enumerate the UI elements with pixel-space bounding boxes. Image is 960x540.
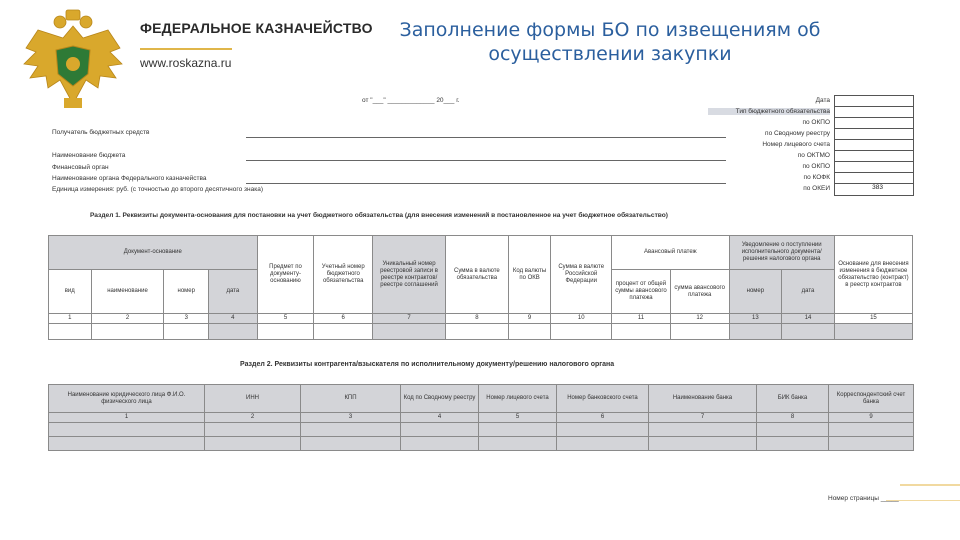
oktmo-label: по ОКТМО xyxy=(797,152,830,159)
date-code-label: Дата xyxy=(815,97,830,104)
table-cell[interactable] xyxy=(301,423,401,437)
recipient-label: Получатель бюджетных средств xyxy=(52,129,150,136)
notice-date-header: дата xyxy=(782,270,835,314)
advance-sum-header: сумма авансового платежа xyxy=(670,270,729,314)
treasury-underline xyxy=(246,183,726,184)
col-number: 3 xyxy=(164,314,209,324)
finance-body-label: Финансовый орган xyxy=(52,164,109,171)
unique-number-header: Уникальный номер реестровой записи в реестре контрактов/реестре соглашений xyxy=(373,236,446,314)
s2-org-name-header: Наименование юридического лица Ф.И.О. физического лица xyxy=(49,385,205,413)
s2-personal-account-header: Номер лицевого счета xyxy=(479,385,557,413)
currency-code-header: Код валюты по ОКВ xyxy=(508,236,551,314)
col-number: 6 xyxy=(557,413,649,423)
col-number: 12 xyxy=(670,314,729,324)
col-number: 6 xyxy=(314,314,373,324)
okpo2-label: по ОКПО xyxy=(802,163,830,170)
col-number: 7 xyxy=(373,314,446,324)
code-cell[interactable] xyxy=(835,173,913,184)
org-name: ФЕДЕРАЛЬНОЕ КАЗНАЧЕЙСТВО xyxy=(140,20,373,36)
table-cell[interactable] xyxy=(205,437,301,451)
code-cell[interactable] xyxy=(835,96,913,107)
section2-title: Раздел 2. Реквизиты контрагента/взыскателя по исполнительному документу/решению налогового органа xyxy=(240,361,615,368)
table-cell[interactable] xyxy=(757,437,829,451)
s2-bank-account-header: Номер банковского счета xyxy=(557,385,649,413)
advance-pct-header: процент от общей суммы авансового платежа xyxy=(612,270,671,314)
col-number: 5 xyxy=(257,314,314,324)
table-cell[interactable] xyxy=(508,324,551,340)
website-link[interactable]: www.roskazna.ru xyxy=(140,56,232,70)
col-number: 1 xyxy=(49,314,92,324)
org-divider xyxy=(140,48,232,50)
table-cell[interactable] xyxy=(49,324,92,340)
code-cell[interactable] xyxy=(835,140,913,151)
sum-currency-header: Сумма в валюте обязательства xyxy=(446,236,509,314)
budget-name-label: Наименование бюджета xyxy=(52,152,126,159)
col-number: 7 xyxy=(649,413,757,423)
slide-title-line2: осуществлении закупки xyxy=(488,43,732,65)
col-number: 14 xyxy=(782,314,835,324)
table-cell[interactable] xyxy=(649,423,757,437)
table-cell[interactable] xyxy=(314,324,373,340)
table-cell[interactable] xyxy=(479,423,557,437)
col-number: 1 xyxy=(49,413,205,423)
table-cell[interactable] xyxy=(479,437,557,451)
col-number: 4 xyxy=(209,314,258,324)
col-number: 2 xyxy=(91,314,164,324)
table-cell[interactable] xyxy=(551,324,612,340)
table-cell[interactable] xyxy=(49,437,205,451)
col-number: 8 xyxy=(757,413,829,423)
basis-header: Основание для внесения изменения в бюджетное обязательство (контракт) в реестр контрактов xyxy=(834,236,912,314)
table-cell[interactable] xyxy=(205,423,301,437)
table-cell[interactable] xyxy=(612,324,671,340)
table-cell[interactable] xyxy=(649,437,757,451)
col-number: 3 xyxy=(301,413,401,423)
name-header: наименование xyxy=(91,270,164,314)
table-cell[interactable] xyxy=(209,324,258,340)
table-cell[interactable] xyxy=(91,324,164,340)
date-header: дата xyxy=(209,270,258,314)
notice-header: Уведомление о поступлении исполнительного документа/решения налогового органа xyxy=(729,236,834,270)
s2-bank-name-header: Наименование банка xyxy=(649,385,757,413)
table-cell[interactable] xyxy=(782,324,835,340)
section1-title: Раздел 1. Реквизиты документа-основания для постановки на учет бюджетного обязательства (для внесения изменений в постановленное на учет бюджетное обязательство) xyxy=(90,212,668,219)
code-cell[interactable] xyxy=(835,107,913,118)
code-cell[interactable] xyxy=(835,162,913,173)
table-cell[interactable] xyxy=(557,423,649,437)
col-number: 11 xyxy=(612,314,671,324)
col-number: 13 xyxy=(729,314,782,324)
col-number: 2 xyxy=(205,413,301,423)
account-number-header: Учетный номер бюджетного обязательства xyxy=(314,236,373,314)
emblem-logo xyxy=(18,8,128,118)
form-date-line: от "___" _____________ 20___ г. xyxy=(362,97,460,104)
table-cell[interactable] xyxy=(401,437,479,451)
register-label: по Сводному реестру xyxy=(765,130,830,137)
table-cell[interactable] xyxy=(834,324,912,340)
recipient-underline xyxy=(246,137,726,138)
subject-header: Предмет по документу-основанию xyxy=(257,236,314,314)
section1-table xyxy=(48,235,913,340)
table-cell[interactable] xyxy=(670,324,729,340)
col-number: 10 xyxy=(551,314,612,324)
unit-label: Единица измерения: руб. (с точностью до второго десятичного знака) xyxy=(52,186,263,193)
okpo-label: по ОКПО xyxy=(802,119,830,126)
s2-kpp-header: КПП xyxy=(301,385,401,413)
doc-basis-header: Документ-основание xyxy=(49,236,258,270)
s2-register-code-header: Код по Сводному реестру xyxy=(401,385,479,413)
col-number: 4 xyxy=(401,413,479,423)
slide-title xyxy=(370,18,850,66)
okei-label: по ОКЕИ xyxy=(803,185,830,192)
col-number: 9 xyxy=(829,413,914,423)
table-cell[interactable] xyxy=(301,437,401,451)
slide-title-line1: Заполнение формы БО по извещениям об xyxy=(399,19,821,41)
table-cell[interactable] xyxy=(49,423,205,437)
table-cell[interactable] xyxy=(557,437,649,451)
table-cell[interactable] xyxy=(164,324,209,340)
okei-code: 383 xyxy=(872,184,883,191)
advance-header: Авансовый платеж xyxy=(612,236,729,270)
account-label: Номер лицевого счета xyxy=(762,141,830,148)
table-cell[interactable] xyxy=(829,437,914,451)
page-number-label: Номер страницы _____ xyxy=(828,495,899,502)
code-cell[interactable] xyxy=(835,129,913,140)
codes-box xyxy=(834,95,914,196)
table-cell[interactable] xyxy=(729,324,782,340)
col-number: 15 xyxy=(834,314,912,324)
s2-bik-header: БИК банка xyxy=(757,385,829,413)
number-header: номер xyxy=(164,270,209,314)
s2-inn-header: ИНН xyxy=(205,385,301,413)
type-header: вид xyxy=(49,270,92,314)
table-cell[interactable] xyxy=(446,324,509,340)
table-cell[interactable] xyxy=(757,423,829,437)
notice-number-header: номер xyxy=(729,270,782,314)
col-number: 5 xyxy=(479,413,557,423)
col-number: 9 xyxy=(508,314,551,324)
budget-underline xyxy=(246,160,726,161)
decor-line xyxy=(900,484,960,486)
table-cell[interactable] xyxy=(829,423,914,437)
sum-rub-header: Сумма в валюте Российской Федерации xyxy=(551,236,612,314)
s2-corr-account-header: Корреспондентский счет банка xyxy=(829,385,914,413)
table-cell[interactable] xyxy=(401,423,479,437)
obligation-type-label: Тип бюджетного обязательства xyxy=(708,108,830,115)
treasury-body-label: Наименование органа Федерального казначейства xyxy=(52,175,207,182)
code-cell[interactable] xyxy=(835,151,913,162)
kofk-label: по КОФК xyxy=(803,174,830,181)
section2-table xyxy=(48,384,914,451)
code-cell[interactable] xyxy=(835,118,913,129)
table-cell[interactable] xyxy=(257,324,314,340)
col-number: 8 xyxy=(446,314,509,324)
table-cell[interactable] xyxy=(373,324,446,340)
